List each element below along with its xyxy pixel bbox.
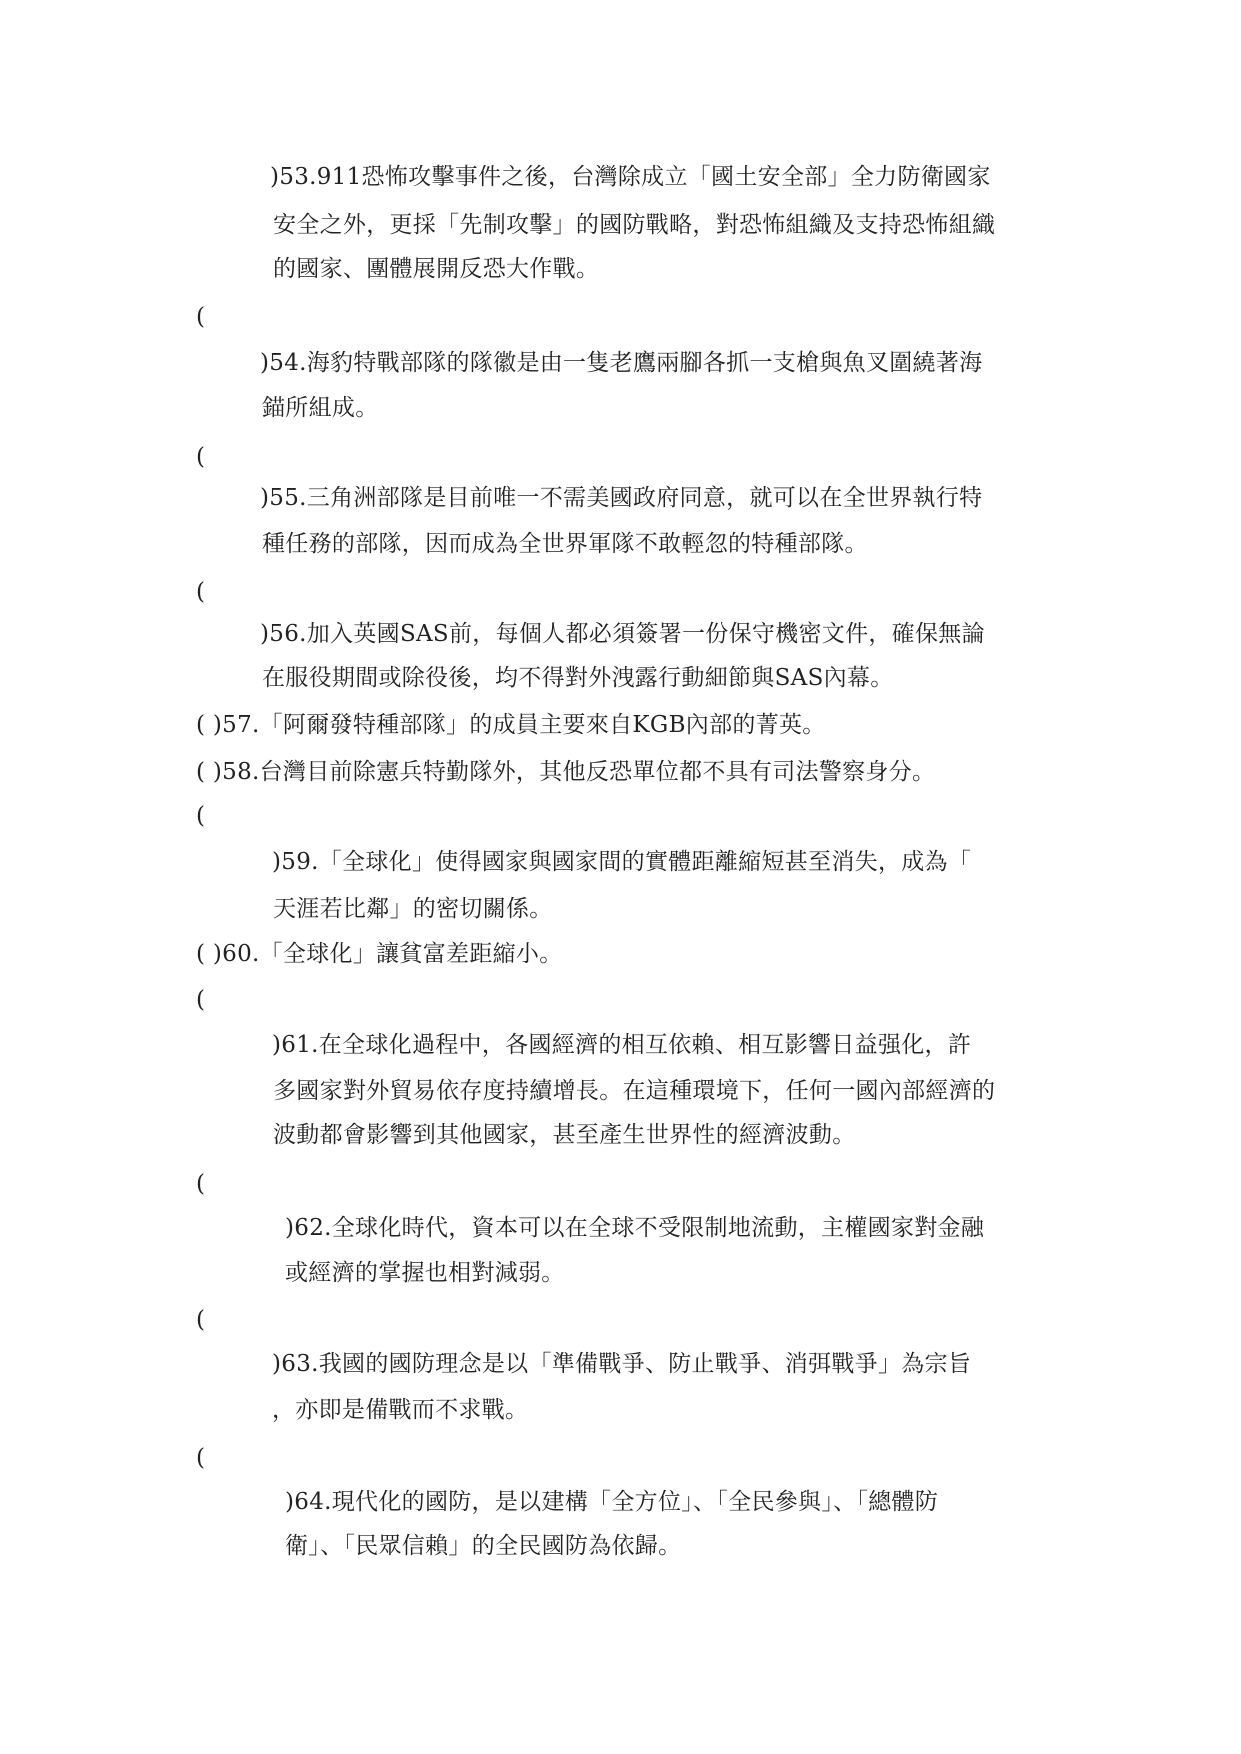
question-61-line-2: 多國家對外貿易依存度持續增長。在這種環境下，任何一國內部經濟的 — [273, 1078, 996, 1104]
answer-paren-63: ( — [196, 1307, 205, 1333]
question-57: ( )57.「阿爾發特種部隊」的成員主要來自KGB內部的菁英。 — [196, 712, 826, 738]
question-56-line-1: )56.加入英國SAS前，每個人都必須簽署一份保守機密文件，確保無論 — [260, 621, 985, 647]
question-56-line-2: 在服役期間或除役後，均不得對外洩露行動細節與SAS內幕。 — [262, 665, 894, 691]
question-61-line-3: 波動都會影響到其他國家，甚至產生世界性的經濟波動。 — [273, 1122, 856, 1148]
question-62-line-1: )62.全球化時代，資本可以在全球不受限制地流動，主權國家對金融 — [285, 1215, 985, 1241]
answer-paren-62: ( — [196, 1171, 205, 1197]
answer-paren-59: ( — [196, 803, 205, 829]
question-63-line-2: ，亦即是備戰而不求戰。 — [272, 1397, 529, 1423]
question-59-line-1: )59.「全球化」使得國家與國家間的實體距離縮短甚至消失，成為「 — [272, 849, 972, 875]
question-61-line-1: )61.在全球化過程中，各國經濟的相互依賴、相互影響日益强化，許 — [272, 1032, 972, 1058]
answer-paren-54: ( — [196, 304, 205, 330]
answer-paren-61: ( — [196, 987, 205, 1013]
answer-paren-55: ( — [196, 444, 205, 470]
question-54-line-2: 錨所組成。 — [262, 395, 379, 421]
answer-paren-64: ( — [196, 1445, 205, 1471]
question-53-line-2: 安全之外，更採「先制攻擊」的國防戰略，對恐怖組織及支持恐怖組織 — [273, 212, 996, 238]
question-59-line-2: 天涯若比鄰」的密切關係。 — [273, 896, 553, 922]
question-64-line-2: 衛」、「民眾信賴」的全民國防為依歸。 — [285, 1533, 682, 1559]
question-55-line-2: 種任務的部隊，因而成為全世界軍隊不敢輕忽的特種部隊。 — [262, 531, 868, 557]
question-64-line-1: )64.現代化的國防，是以建構「全方位」、「全民參與」、「總體防 — [285, 1489, 939, 1515]
question-53-line-1: )53.911恐怖攻擊事件之後，台灣除成立「國土安全部」全力防衛國家 — [270, 164, 991, 190]
question-62-line-2: 或經濟的掌握也相對減弱。 — [285, 1260, 565, 1286]
question-54-line-1: )54.海豹特戰部隊的隊徽是由一隻老鷹兩腳各抓一支槍與魚叉圍繞著海 — [260, 350, 983, 376]
question-53-line-3: 的國家、團體展開反恐大作戰。 — [273, 256, 600, 282]
question-60: ( )60.「全球化」讓貧富差距縮小。 — [196, 941, 563, 967]
question-63-line-1: )63.我國的國防理念是以「準備戰爭、防止戰爭、消弭戰爭」為宗旨 — [272, 1351, 972, 1377]
question-58: ( )58.台灣目前除憲兵特勤隊外，其他反恐單位都不具有司法警察身分。 — [196, 759, 936, 785]
answer-paren-56: ( — [196, 579, 205, 605]
question-55-line-1: )55.三角洲部隊是目前唯一不需美國政府同意，就可以在全世界執行特 — [260, 485, 983, 511]
